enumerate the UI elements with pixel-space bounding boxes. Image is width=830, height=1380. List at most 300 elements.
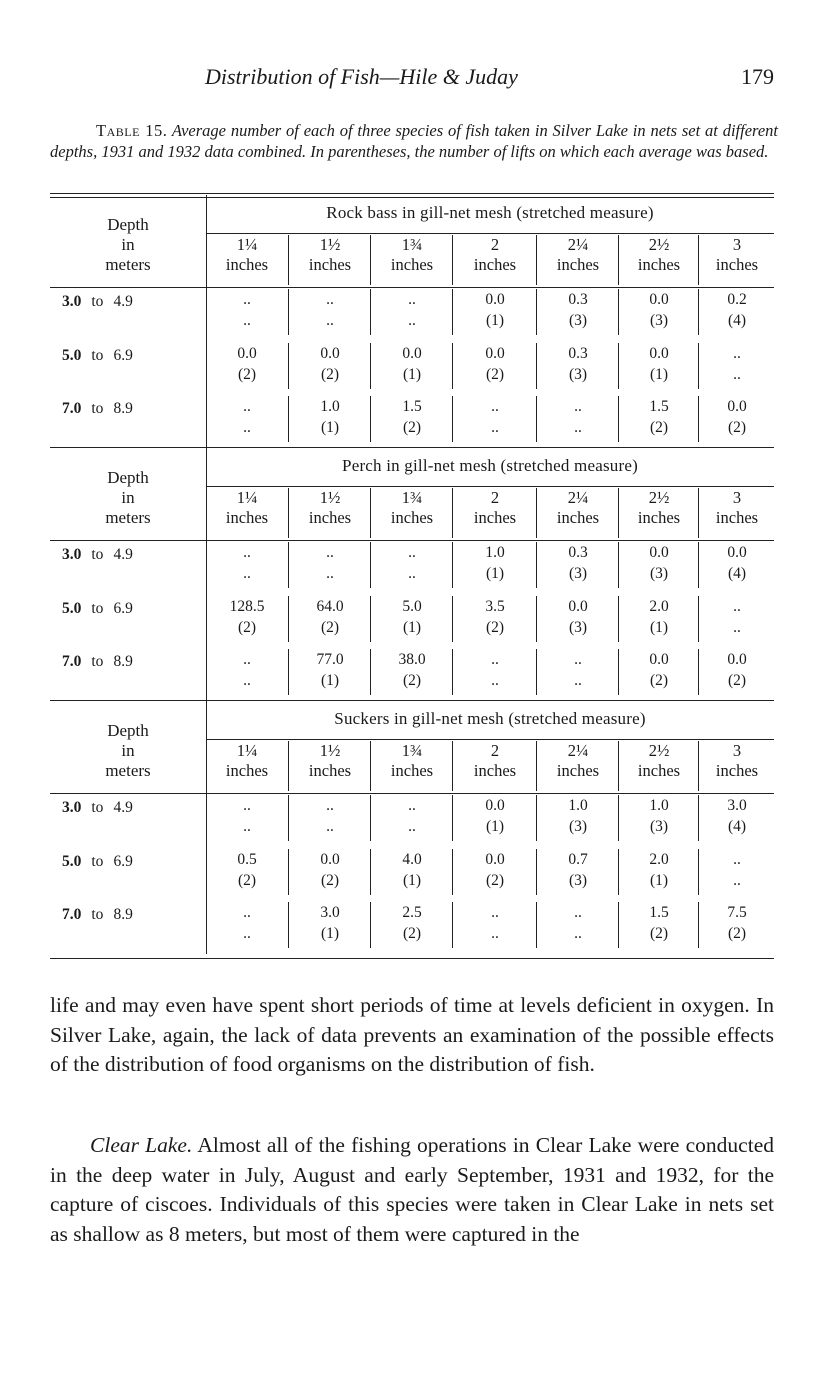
lift-count: (1) <box>649 619 669 636</box>
species-block <box>50 195 774 448</box>
mesh-size-line: inches <box>225 761 269 780</box>
mesh-size-header <box>370 235 453 285</box>
table-cell <box>370 795 453 841</box>
species-title: Perch in gill-net mesh (stretched measure) <box>342 456 638 475</box>
lift-count: .. <box>243 672 251 689</box>
average-value: 0.0 <box>727 398 747 415</box>
table-cell <box>206 849 288 895</box>
average-value: .. <box>491 651 499 668</box>
table-cell <box>288 542 371 588</box>
table-cell <box>536 795 619 841</box>
table-cell <box>452 289 537 335</box>
mesh-size-header <box>452 488 537 538</box>
mesh-size-line: 1¾ <box>401 235 423 254</box>
caption-text: Average number of each of three species of fish taken in Silver Lake in nets set at different depths, 1931 and 1932 data combined. In parentheses, the number of lifts on which each average was based. <box>50 121 778 161</box>
depth-to-word: to <box>91 546 104 563</box>
depth-from: 7.0 <box>62 400 82 417</box>
lift-count: (1) <box>402 872 422 889</box>
depth-header-line: Depth <box>107 215 149 234</box>
lift-count: .. <box>733 619 741 636</box>
page-number: 179 <box>741 64 774 89</box>
average-value: .. <box>326 291 334 308</box>
lift-count: (2) <box>727 925 747 942</box>
mesh-size-line: 1¼ <box>236 488 258 507</box>
table-cell <box>536 649 619 695</box>
table-cell <box>698 343 775 389</box>
table-cell <box>618 343 699 389</box>
table-cell <box>536 849 619 895</box>
mesh-rule <box>50 793 774 794</box>
lift-count: (1) <box>485 565 505 582</box>
table-cell <box>288 849 371 895</box>
depth-range <box>62 797 133 818</box>
lift-count: (2) <box>237 366 257 383</box>
depth-to-word: to <box>91 400 104 417</box>
table-cell <box>288 343 371 389</box>
mesh-size-header <box>618 741 699 791</box>
table-cell <box>536 542 619 588</box>
average-value: .. <box>243 904 251 921</box>
average-value: 2.5 <box>402 904 422 921</box>
mesh-size-line: 1½ <box>319 488 341 507</box>
depth-header-line: in <box>121 488 135 507</box>
depth-to-word: to <box>91 653 104 670</box>
section-lead: Clear Lake. <box>90 1133 193 1157</box>
depth-range <box>62 345 133 366</box>
depth-header-line: in <box>121 235 135 254</box>
average-value: 1.0 <box>485 544 505 561</box>
depth-range <box>62 651 133 672</box>
table-cell <box>206 795 288 841</box>
table-cell <box>698 396 775 442</box>
header-rule <box>206 739 774 740</box>
average-value: .. <box>574 651 582 668</box>
table-cell <box>618 289 699 335</box>
average-value: 0.0 <box>485 797 505 814</box>
mesh-size-line: inches <box>556 255 600 274</box>
lift-count: (3) <box>649 818 669 835</box>
mesh-size-line: inches <box>556 761 600 780</box>
average-value: 64.0 <box>316 598 344 615</box>
table-cell <box>536 396 619 442</box>
average-value: 0.5 <box>237 851 257 868</box>
depth-to-word: to <box>91 347 104 364</box>
average-value: .. <box>491 904 499 921</box>
depth-to-word: to <box>91 293 104 310</box>
average-value: 0.0 <box>649 291 669 308</box>
running-title: Distribution of Fish—Hile & Juday <box>205 64 518 89</box>
table-cell <box>206 596 288 642</box>
average-value: 0.0 <box>727 544 747 561</box>
mesh-size-header <box>370 488 453 538</box>
average-value: 0.3 <box>568 291 588 308</box>
mesh-size-line: inches <box>390 255 434 274</box>
depth-to-word: to <box>91 853 104 870</box>
lift-count: .. <box>243 818 251 835</box>
average-value: 1.5 <box>649 398 669 415</box>
average-value: 0.0 <box>568 598 588 615</box>
average-value: 0.0 <box>649 345 669 362</box>
table-cell <box>206 396 288 442</box>
table-cell <box>452 849 537 895</box>
depth-to: 8.9 <box>113 906 133 923</box>
mesh-size-line: inches <box>225 508 269 527</box>
average-value: .. <box>243 651 251 668</box>
depth-from: 3.0 <box>62 546 82 563</box>
lift-count: .. <box>733 366 741 383</box>
table-cell <box>618 795 699 841</box>
average-value: .. <box>326 797 334 814</box>
lift-count: .. <box>243 419 251 436</box>
table-cell <box>288 396 371 442</box>
table-cell <box>370 902 453 948</box>
table-cell <box>536 289 619 335</box>
depth-header-line: meters <box>105 761 151 780</box>
average-value: 1.0 <box>568 797 588 814</box>
mesh-size-line: inches <box>556 508 600 527</box>
lift-count: .. <box>326 312 334 329</box>
average-value: .. <box>574 398 582 415</box>
mesh-size-line: 3 <box>732 488 742 507</box>
mesh-size-line: inches <box>715 508 759 527</box>
depth-to: 8.9 <box>113 653 133 670</box>
average-value: 7.5 <box>727 904 747 921</box>
depth-range <box>62 544 133 565</box>
running-head <box>50 62 774 96</box>
mesh-size-header <box>452 235 537 285</box>
mesh-size-header <box>536 488 619 538</box>
table-cell <box>698 902 775 948</box>
lift-count: .. <box>326 565 334 582</box>
table-cell <box>618 902 699 948</box>
mesh-size-line: inches <box>225 255 269 274</box>
lift-count: .. <box>243 312 251 329</box>
average-value: .. <box>243 544 251 561</box>
lift-count: (2) <box>485 619 505 636</box>
mesh-size-line: 3 <box>732 741 742 760</box>
depth-from: 5.0 <box>62 600 82 617</box>
depth-header-line: meters <box>105 508 151 527</box>
mesh-size-header <box>452 741 537 791</box>
table-cell <box>206 289 288 335</box>
average-value: .. <box>733 598 741 615</box>
average-value: 3.5 <box>485 598 505 615</box>
table-cell <box>452 596 537 642</box>
lift-count: (2) <box>649 925 669 942</box>
average-value: 0.0 <box>485 345 505 362</box>
lift-count: (1) <box>485 312 505 329</box>
mesh-size-line: inches <box>715 255 759 274</box>
lift-count: (2) <box>237 872 257 889</box>
average-value: 1.0 <box>649 797 669 814</box>
lift-count: (2) <box>485 366 505 383</box>
lift-count: (4) <box>727 312 747 329</box>
lift-count: (1) <box>649 366 669 383</box>
lift-count: (3) <box>568 312 588 329</box>
depth-range <box>62 598 133 619</box>
average-value: 0.0 <box>727 651 747 668</box>
table-cell <box>370 289 453 335</box>
depth-header-line: meters <box>105 255 151 274</box>
depth-header <box>50 468 206 528</box>
lift-count: (2) <box>727 419 747 436</box>
table-cell <box>370 849 453 895</box>
mesh-size-header <box>206 235 288 285</box>
mesh-size-line: 1½ <box>319 235 341 254</box>
average-value: 0.0 <box>649 544 669 561</box>
average-value: 128.5 <box>229 598 265 615</box>
lift-count: (3) <box>649 565 669 582</box>
average-value: 0.0 <box>485 851 505 868</box>
average-value: 0.3 <box>568 544 588 561</box>
lift-count: (2) <box>649 419 669 436</box>
mesh-size-line: 1¼ <box>236 741 258 760</box>
lift-count: (3) <box>568 565 588 582</box>
average-value: 2.0 <box>649 851 669 868</box>
table-cell <box>618 396 699 442</box>
data-table <box>50 195 774 954</box>
lift-count: (1) <box>402 619 422 636</box>
lift-count: (2) <box>649 672 669 689</box>
mesh-size-line: inches <box>473 508 517 527</box>
average-value: .. <box>243 797 251 814</box>
table-cell <box>452 902 537 948</box>
mesh-size-line: 2 <box>490 235 500 254</box>
depth-to: 4.9 <box>113 293 133 310</box>
average-value: .. <box>408 291 416 308</box>
average-value: 2.0 <box>649 598 669 615</box>
mesh-size-line: 3 <box>732 235 742 254</box>
depth-header-line: in <box>121 741 135 760</box>
table-cell <box>370 343 453 389</box>
average-value: .. <box>574 904 582 921</box>
table-cell <box>698 542 775 588</box>
average-value: 3.0 <box>320 904 340 921</box>
depth-to: 6.9 <box>113 347 133 364</box>
lift-count: (1) <box>320 672 340 689</box>
lift-count: .. <box>733 872 741 889</box>
body-paragraph-2 <box>50 1131 774 1249</box>
lift-count: (2) <box>402 925 422 942</box>
mesh-size-header <box>370 741 453 791</box>
mesh-size-line: 1¾ <box>401 488 423 507</box>
depth-range <box>62 904 133 925</box>
header-rule <box>206 486 774 487</box>
species-block <box>50 448 774 701</box>
depth-header-line: Depth <box>107 468 149 487</box>
mesh-size-line: inches <box>308 508 352 527</box>
table-cell <box>288 795 371 841</box>
table-cell <box>536 902 619 948</box>
lift-count: .. <box>574 672 582 689</box>
depth-from: 5.0 <box>62 347 82 364</box>
mesh-size-header <box>536 235 619 285</box>
lift-count: (3) <box>568 818 588 835</box>
table-cell <box>452 343 537 389</box>
lift-count: .. <box>408 818 416 835</box>
mesh-size-line: inches <box>308 255 352 274</box>
lift-count: (3) <box>568 366 588 383</box>
lift-count: (2) <box>320 619 340 636</box>
mesh-size-line: inches <box>473 761 517 780</box>
table-cell <box>698 289 775 335</box>
mesh-size-header <box>618 235 699 285</box>
mesh-size-header <box>288 488 371 538</box>
lift-count: (1) <box>320 925 340 942</box>
table-cell <box>452 396 537 442</box>
mesh-size-line: inches <box>637 255 681 274</box>
depth-range <box>62 398 133 419</box>
table-cell <box>618 596 699 642</box>
table-cell <box>370 396 453 442</box>
depth-to-word: to <box>91 799 104 816</box>
mesh-size-line: inches <box>637 508 681 527</box>
depth-to-word: to <box>91 600 104 617</box>
depth-range <box>62 291 133 312</box>
table-cell <box>288 289 371 335</box>
lift-count: .. <box>326 818 334 835</box>
table-cell <box>618 542 699 588</box>
mesh-size-line: inches <box>390 508 434 527</box>
average-value: 4.0 <box>402 851 422 868</box>
average-value: 77.0 <box>316 651 344 668</box>
lift-count: (1) <box>649 872 669 889</box>
mesh-size-header <box>288 235 371 285</box>
average-value: 1.5 <box>649 904 669 921</box>
lift-count: (3) <box>568 619 588 636</box>
mesh-size-header <box>698 235 775 285</box>
average-value: 0.0 <box>485 291 505 308</box>
table-cell <box>698 596 775 642</box>
bottom-rule <box>50 958 774 959</box>
lift-count: (2) <box>402 419 422 436</box>
mesh-size-line: inches <box>637 761 681 780</box>
average-value: 0.3 <box>568 345 588 362</box>
average-value: 0.2 <box>727 291 747 308</box>
mesh-size-header <box>698 488 775 538</box>
average-value: 0.0 <box>237 345 257 362</box>
table-cell <box>452 542 537 588</box>
table-cell <box>698 795 775 841</box>
lift-count: (1) <box>402 366 422 383</box>
depth-range <box>62 851 133 872</box>
table-cell <box>452 649 537 695</box>
table-label: Table 15. <box>96 121 168 140</box>
mesh-size-line: inches <box>308 761 352 780</box>
average-value: 38.0 <box>398 651 426 668</box>
species-title: Rock bass in gill-net mesh (stretched measure) <box>326 203 654 222</box>
mesh-size-header <box>618 488 699 538</box>
mesh-size-line: 2 <box>490 488 500 507</box>
average-value: .. <box>326 544 334 561</box>
mesh-size-header <box>206 488 288 538</box>
average-value: 0.0 <box>320 345 340 362</box>
average-value: .. <box>243 291 251 308</box>
average-value: 0.0 <box>649 651 669 668</box>
table-cell <box>206 902 288 948</box>
body-paragraph-1: life and may even have spent short periods of time at levels deficient in oxygen. In Silver Lake, again, the lack of data prevents an examination of the possible effects of the distribution of food organisms on the distribution of fish. <box>50 993 774 1076</box>
mesh-size-header <box>698 741 775 791</box>
depth-to-word: to <box>91 906 104 923</box>
lift-count: (4) <box>727 818 747 835</box>
table-cell <box>618 849 699 895</box>
table-cell <box>206 649 288 695</box>
lift-count: (2) <box>320 366 340 383</box>
average-value: .. <box>491 398 499 415</box>
average-value: .. <box>408 797 416 814</box>
average-value: .. <box>733 345 741 362</box>
lift-count: (4) <box>727 565 747 582</box>
depth-to: 6.9 <box>113 853 133 870</box>
mesh-size-line: 1¾ <box>401 741 423 760</box>
depth-header <box>50 215 206 275</box>
depth-from: 7.0 <box>62 906 82 923</box>
table-cell <box>206 542 288 588</box>
mesh-size-line: 1¼ <box>236 235 258 254</box>
lift-count: (1) <box>485 818 505 835</box>
table-cell <box>618 649 699 695</box>
lift-count: .. <box>408 312 416 329</box>
depth-header-line: Depth <box>107 721 149 740</box>
lift-count: .. <box>574 925 582 942</box>
mesh-size-line: inches <box>473 255 517 274</box>
species-block <box>50 701 774 954</box>
average-value: .. <box>733 851 741 868</box>
top-rule <box>50 193 774 194</box>
table-cell <box>288 902 371 948</box>
average-value: .. <box>243 398 251 415</box>
lift-count: (2) <box>402 672 422 689</box>
depth-to: 6.9 <box>113 600 133 617</box>
table-cell <box>288 649 371 695</box>
mesh-size-line: 2 <box>490 741 500 760</box>
table-cell <box>698 849 775 895</box>
table-cell <box>370 542 453 588</box>
lift-count: (3) <box>649 312 669 329</box>
mesh-size-line: 2¼ <box>567 741 589 760</box>
paragraph-text: Almost all of the fishing operations in Clear Lake were conducted in the deep water in July, August and early September, 1931 and 1932, for the capture of ciscoes. Individuals of this species were taken in Clear Lake in nets set as shallow as 8 meters, but most of them were captured in the <box>50 1133 774 1246</box>
lift-count: (2) <box>485 872 505 889</box>
lift-count: .. <box>408 565 416 582</box>
average-value: 0.0 <box>320 851 340 868</box>
table-cell <box>370 596 453 642</box>
average-value: 5.0 <box>402 598 422 615</box>
depth-from: 3.0 <box>62 293 82 310</box>
depth-from: 7.0 <box>62 653 82 670</box>
mesh-size-line: 2¼ <box>567 488 589 507</box>
table-cell <box>370 649 453 695</box>
average-value: .. <box>408 544 416 561</box>
depth-header <box>50 721 206 781</box>
table-cell <box>206 343 288 389</box>
mesh-size-line: inches <box>390 761 434 780</box>
mesh-size-line: 1½ <box>319 741 341 760</box>
average-value: 3.0 <box>727 797 747 814</box>
depth-from: 5.0 <box>62 853 82 870</box>
mesh-size-line: 2½ <box>648 488 670 507</box>
mesh-size-header <box>288 741 371 791</box>
lift-count: (2) <box>727 672 747 689</box>
lift-count: (3) <box>568 872 588 889</box>
table-cell <box>452 795 537 841</box>
species-title: Suckers in gill-net mesh (stretched measure) <box>334 709 646 728</box>
lift-count: .. <box>491 419 499 436</box>
table-cell <box>536 343 619 389</box>
depth-to: 8.9 <box>113 400 133 417</box>
table-cell <box>698 649 775 695</box>
mesh-size-header <box>536 741 619 791</box>
header-rule <box>206 233 774 234</box>
